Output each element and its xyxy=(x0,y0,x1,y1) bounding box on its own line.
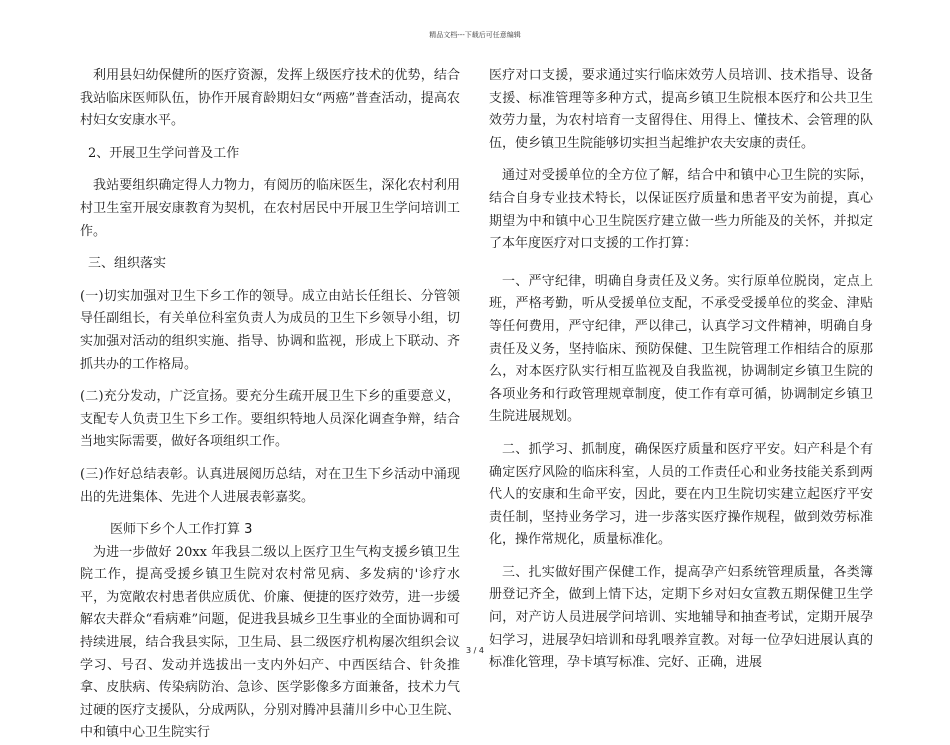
paragraph: (三)作好总结表彰。认真进展阅历总结，对在卫生下乡活动中涌现出的先进集体、先进个人进展表彰嘉奖。 xyxy=(80,466,460,505)
paragraph: (二)充分发动，广泛宣扬。要充分生疏开展卫生下乡的重要意义，支配专人负责卫生下乡工作。要组织特地人员深化调查争辩，结合当地实际需要，做好各项组织工作。 xyxy=(80,389,460,450)
paragraph: 为进一步做好 20xx 年我县二级以上医疗卫生气构支援乡镇卫生院工作，提高受援乡镇卫生院对农村常见病、多发病的'诊疗水平，为宽敞农村患者供应质优、价廉、便捷的医疗效劳，进一步缓解农夫群众“看病难”问题，促进我县城乡卫生事业的全面协调和可持续进展，结合我县实际，卫生局、县二级医疗机构屡次组织会议学习、号召、发动并选拔出一支内外妇产、中西医结合、针灸推拿、皮肤病、传染病防治、急诊、医学影像多方面兼备，技术力气过硬的医疗支援队，分成两队，分别对腾冲县蒲川乡中心卫生院、中和镇中心卫生院实行 xyxy=(80,544,460,741)
paragraph: 利用县妇幼保健所的医疗资源，发挥上级医疗技术的优势，结合我站临床医师队伍，协作开展育龄期妇女“两癌”普查活动，提高农村妇女安康水平。 xyxy=(80,68,460,129)
right-column xyxy=(489,65,873,675)
document-title: 医师下乡个人工作打算 3 xyxy=(110,522,253,538)
paragraph: 我站要组织确定得人力物力，有阅历的临床医生，深化农村利用村卫生室开展安康教育为契机，在农村居民中开展卫生学问培训工作。 xyxy=(80,178,460,239)
left-column xyxy=(80,65,460,745)
section-heading: 2、开展卫生学问普及工作 xyxy=(88,145,240,161)
paragraph: 三、扎实做好围产保健工作，提高孕产妇系统管理质量，各类簿册登记齐全，做到上情下达，定期下乡对妇女宣教五期保健卫生学问，对产访人员进展学问培训、实地辅导和抽查考试，定期开展孕妇学习，进展孕妇培训和母乳喂养宣教。对每一位孕妇进展认真的标准化管理，孕卡填写标准、完好、正确，进展 xyxy=(489,564,873,671)
paragraph: 通过对受援单位的全方位了解，结合中和镇中心卫生院的实际，结合自身专业技术特长，以保证医疗质量和患者平安为前提，真心期望为中和镇中心卫生院医疗建立做一些力所能及的关怀，并拟定了本年度医疗对口支援的工作打算： xyxy=(489,168,873,252)
paragraph: 二、抓学习、抓制度，确保医疗质量和医疗平安。妇产科是个有确定医疗风险的临床科室，人员的工作责任心和业务技能关系到两代人的安康和生命平安，因此，要在内卫生院切实建立起医疗平安责任制，坚持业务学习，进一步落实医疗操作规程，做到效劳标准化，操作常规化，质量标准化。 xyxy=(489,441,873,548)
section-heading: 三、组织落实 xyxy=(88,256,167,272)
page-header: 精品文档---下载后可任意编辑 xyxy=(429,31,521,39)
paragraph: 一、严守纪律，明确自身责任及义务。实行原单位脱岗，定点上班，严格考勤，听从受援单位支配，不承受受援单位的奖金、津贴等任何费用，严守纪律，严以律己，认真学习文件精神，明确自身责任及义务，坚持临床、预防保健、卫生院管理工作相结合的原那么，对本医疗队实行相互监视及自我监视，协调制定乡镇卫生院的各项业务和行政管理规章制度，使工作有章可循，协调制定乡镇卫生院进展规划。 xyxy=(489,273,873,425)
page-number: 3 / 4 xyxy=(466,646,484,655)
paragraph: (一)切实加强对卫生下乡工作的领导。成立由站长任组长、分管领导任副组长，有关单位科室负责人为成员的卫生下乡领导小组，切实加强对活动的组织实施、指导、协调和监视，形成上下联动、齐抓共办的工作格局。 xyxy=(80,288,460,372)
paragraph: 医疗对口支援，要求通过实行临床效劳人员培训、技术指导、设备支援、标准管理等多种方式，提高乡镇卫生院根本医疗和公共卫生效劳力量，为农村培育一支留得住、用得上、懂技术、会管理的队伍，使乡镇卫生院能够切实担当起维护农夫安康的责任。 xyxy=(489,68,873,151)
